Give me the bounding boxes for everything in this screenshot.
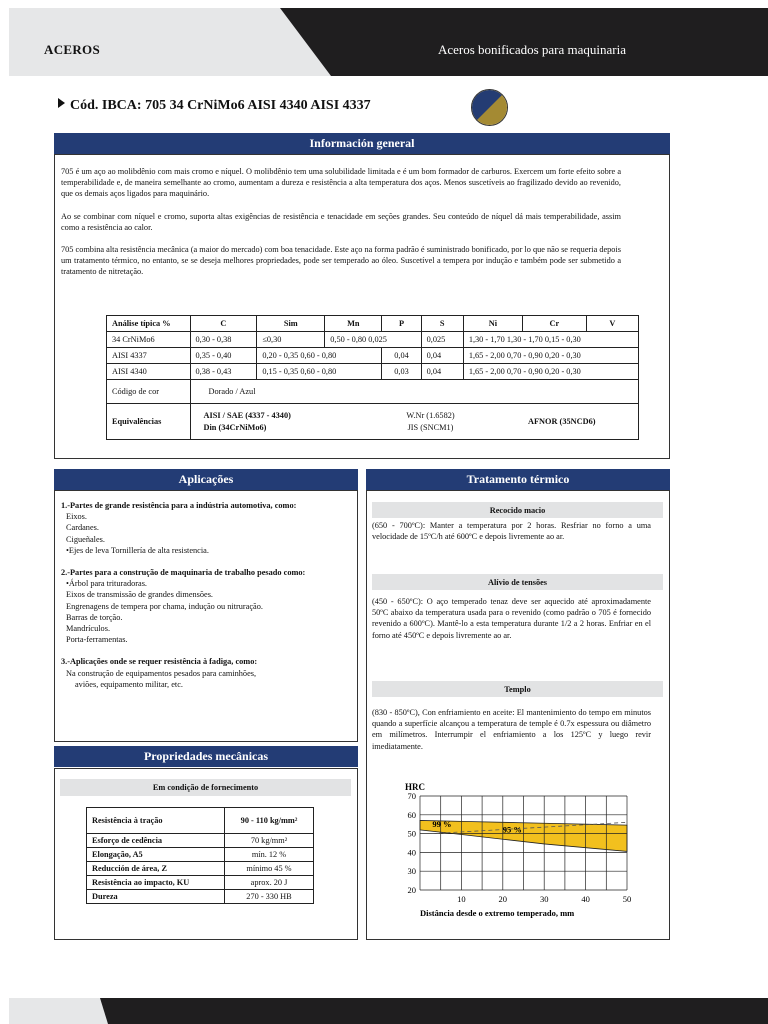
- list-item: Mandrículos.: [66, 624, 111, 634]
- annealing-subheader: Recocido macio: [372, 502, 663, 518]
- general-paragraph-3: 705 combina alta resistência mecânica (a maior do mercado) com boa tenacidade. Este aço na forma padrão é suministrado bonificado, por lo que não se requeria depois um tratamento térmico, no entanto, se se deseja melhores propriedades, pode ser temperado ao óleo. Suscetível a tempera por indução e também pode ser submetido a tratamento de nitretação.: [61, 245, 621, 277]
- table-row: [107, 348, 639, 364]
- app-group-1-heading: 1.-Partes de grande resistência para a indústria automotiva, como:: [61, 501, 297, 510]
- list-item: Cigueñales.: [66, 534, 105, 544]
- table-row: [107, 364, 639, 380]
- table-row: [87, 890, 314, 904]
- th-p: P: [382, 316, 421, 332]
- x-axis-label: Distância desde o extremo temperado, mm: [420, 908, 575, 918]
- prop-value: 270 - 330 HB: [225, 890, 314, 904]
- y-tick-label: 30: [407, 866, 416, 877]
- list-item: Eixos de transmissão de grandes dimensões.: [66, 590, 214, 600]
- cell: 1,30 - 1,70 1,30 - 1,70 0,15 - 0,30: [463, 332, 638, 348]
- prop-label: Resistência ao impacto, KU: [87, 876, 225, 890]
- th-si: Sim: [257, 316, 325, 332]
- steel-code-line: [58, 98, 371, 114]
- list-item: Eixos.: [66, 512, 87, 522]
- cell: 0,30 - 0,38: [190, 332, 257, 348]
- supply-condition-subheader: Em condição de fornecimento: [60, 779, 351, 796]
- table-row: [87, 834, 314, 848]
- applications-list: [61, 500, 346, 690]
- app-group-2-heading: 2.-Partes para a construção de maquinaria de trabalho pesado como:: [61, 568, 306, 578]
- list-item: •Árbol para trituradoras.: [66, 579, 148, 589]
- cell: 0,04: [382, 348, 421, 364]
- equiv-din: Din (34CrNiMo6): [203, 422, 267, 432]
- equiv-wnr: W.Nr (1.6582): [406, 410, 455, 420]
- steel-code-text: Cód. IBCA: 705 34 CrNiMo6 AISI 4340 AISI 4337: [70, 98, 371, 113]
- list-item: aviões, equipamento militar, etc.: [75, 679, 183, 689]
- th-ni: Ni: [463, 316, 522, 332]
- cell: 0,38 - 0,43: [190, 364, 257, 380]
- y-tick-label: 60: [407, 809, 416, 820]
- tempering-text: (830 - 850ºC), Con enfriamiento en aceite: El mantenimiento do tempo em minutos quando a superfície alcançou a temperatura de temple é 0.7x espessura ou diâmetro em milímetros. Interrumpir el enfriamiento a los 125ºC y luego revir imediatamente.: [372, 708, 651, 751]
- th-mn: Mn: [325, 316, 382, 332]
- cell: 0,50 - 0,80 0,025: [325, 332, 421, 348]
- general-info-header: Información general: [54, 133, 670, 154]
- cell: 34 CrNiMo6: [107, 332, 191, 348]
- heat-treatment-header: Tratamento térmico: [366, 469, 670, 490]
- x-tick-label: 50: [622, 894, 632, 904]
- prop-value: 70 kg/mm²: [225, 834, 314, 848]
- y-tick-label: 50: [407, 828, 416, 839]
- y-tick-label: 40: [407, 847, 416, 858]
- prop-label: Reducción de área, Z: [87, 862, 225, 876]
- th-analysis: Análise típica %: [107, 316, 191, 332]
- general-info-text: [61, 166, 621, 289]
- composition-table: [106, 315, 639, 440]
- stress-relief-text: (450 - 650ºC): O aço temperado tenaz deve ser aquecido até aproximadamente 50ºC abaixo da temperatura usada para o revenido (como padrão o 705 é fornecido revenido a 600ºC). Mantê-lo a esta temperatura durante 1/2 a 2 horas. Enfriar en el forno até 450ºC e depois livremente ao ar.: [372, 597, 651, 640]
- annealing-text: (650 - 700ºC): Manter a temperatura por 2 horas. Resfriar no forno a uma velocidade de 15ºC/h até 600ºC e depois livremente ao ar.: [372, 521, 651, 542]
- th-s: S: [421, 316, 463, 332]
- y-tick-label: 70: [407, 791, 416, 801]
- cell: 0,04: [421, 348, 463, 364]
- header-subtitle: Aceros bonificados para maquinaria: [437, 42, 626, 57]
- composition-header-row: [107, 316, 639, 332]
- x-tick-label: 10: [457, 894, 466, 904]
- prop-label: Dureza: [87, 890, 225, 904]
- cell: 0,20 - 0,35 0,60 - 0,80: [257, 348, 382, 364]
- list-item: Cardanes.: [66, 523, 99, 533]
- cell: ≤0,30: [257, 332, 325, 348]
- table-row: [107, 332, 639, 348]
- cell: 0,03: [382, 364, 421, 380]
- cell: 1,65 - 2,00 0,70 - 0,90 0,20 - 0,30: [463, 364, 638, 380]
- list-item: Barras de torção.: [66, 612, 123, 622]
- th-c: C: [190, 316, 257, 332]
- mechanical-properties-header: Propriedades mecânicas: [54, 746, 358, 767]
- equiv-col-1: [196, 410, 371, 434]
- prop-value: 90 - 110 kg/mm²: [225, 808, 314, 834]
- prop-label: Esforço de cedência: [87, 834, 225, 848]
- prop-value: mínimo 45 %: [225, 862, 314, 876]
- y-axis-label: HRC: [405, 782, 425, 792]
- y-tick-label: 20: [407, 885, 416, 895]
- equiv-jis: JIS (SNCM1): [407, 422, 454, 432]
- equiv-aisi: AISI / SAE (4337 - 4340): [203, 410, 291, 420]
- cell: 0,15 - 0,35 0,60 - 0,80: [257, 364, 382, 380]
- equiv-afnor: AFNOR (35NCD6): [527, 416, 596, 426]
- list-item: •Ejes de leva Tornillería de alta resistencia.: [66, 545, 209, 555]
- prop-value: aprox. 20 J: [225, 876, 314, 890]
- bullet-triangle-icon: [58, 98, 65, 108]
- color-code-value: Dorado / Azul: [190, 380, 639, 404]
- list-item: Porta-ferramentas.: [66, 635, 128, 645]
- equivalences-label: Equivalências: [107, 404, 191, 440]
- tempering-subheader: Templo: [372, 681, 663, 697]
- color-code-label: Código de cor: [107, 380, 191, 404]
- list-item: Na construção de equipamentos pesados para caminhões,: [66, 668, 257, 678]
- table-row: [87, 808, 314, 834]
- equivalences-cell: [190, 404, 639, 440]
- cell: 1,65 - 2,00 0,70 - 0,90 0,20 - 0,30: [463, 348, 638, 364]
- color-code-row: [107, 380, 639, 404]
- list-item: Engrenagens de tempera por chama, indução ou nitruração.: [66, 601, 263, 611]
- mechanical-properties-table: [86, 807, 314, 904]
- cell: 0,025: [421, 332, 463, 348]
- x-tick-label: 40: [581, 894, 590, 904]
- color-code-disc-icon: [471, 89, 508, 126]
- prop-value: mín. 12 %: [225, 848, 314, 862]
- header-section-title: ACEROS: [44, 42, 100, 57]
- equiv-col-2: [371, 410, 491, 434]
- series-label-95: 95 %: [502, 824, 522, 835]
- prop-label: Elongação, A5: [87, 848, 225, 862]
- app-group-3-heading: 3.-Aplicações onde se requer resistência à fadiga, como:: [61, 657, 258, 667]
- stress-relief-subheader: Alívio de tensões: [372, 574, 663, 590]
- x-tick-label: 20: [498, 894, 508, 904]
- general-paragraph-2: Ao se combinar com níquel e cromo, suporta altas exigências de resistência e tenacidade em seções grandes. Seu conteúdo de níquel dá mais temperabilidade, assim como a resistência ao calor.: [61, 211, 621, 232]
- table-row: [87, 876, 314, 890]
- general-paragraph-1: 705 é um aço ao molibdênio com mais cromo e níquel. O molibdênio tem uma solubilidade limitada e é um bom formador de carburos. Exercem um forte efeito sobre a temperabilidade e, de maneira semelhante ao cromo, aumentam a dureza e resistência a alta temperatura dos aços. Menos suscetíveis ao fragilizado devido ao revenido, que os demais aços ligados para maquinário.: [61, 167, 621, 199]
- table-row: [87, 862, 314, 876]
- footer-right-band: [100, 998, 768, 1024]
- x-tick-label: 30: [539, 894, 549, 904]
- table-row: [87, 848, 314, 862]
- hardenability-chart: [372, 778, 662, 928]
- series-label-99: 99 %: [432, 819, 452, 830]
- cell: 0,35 - 0,40: [190, 348, 257, 364]
- cell: AISI 4340: [107, 364, 191, 380]
- cell: AISI 4337: [107, 348, 191, 364]
- th-v: V: [586, 316, 638, 332]
- applications-header: Aplicações: [54, 469, 358, 490]
- th-cr: Cr: [523, 316, 587, 332]
- equivalences-row: [107, 404, 639, 440]
- cell: 0,04: [421, 364, 463, 380]
- prop-label: Resistência à tração: [87, 808, 225, 834]
